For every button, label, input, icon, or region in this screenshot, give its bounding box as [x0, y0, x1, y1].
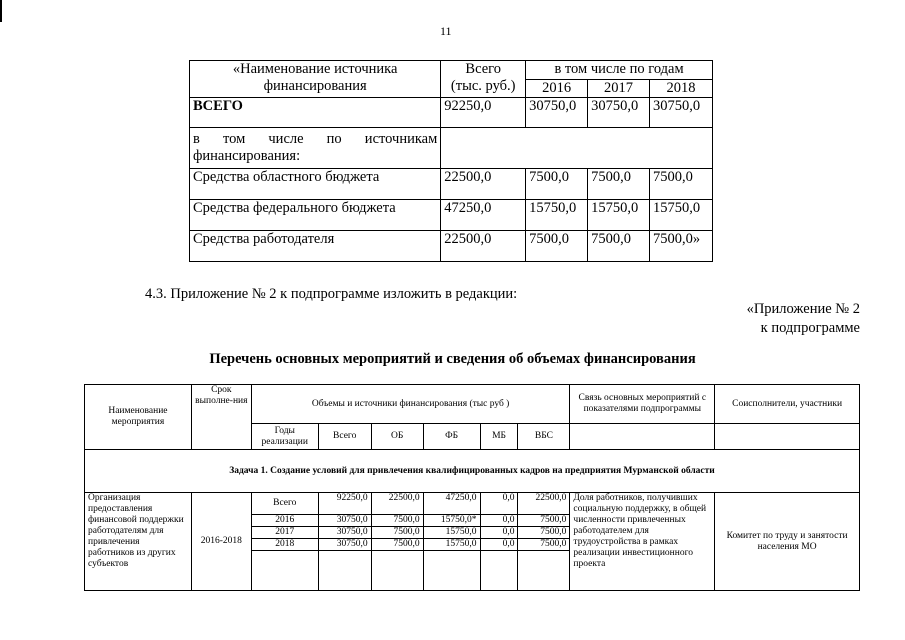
header-years: в том числе по годам — [526, 61, 713, 80]
header-total: Всего — [318, 424, 371, 450]
page-number: 11 — [440, 24, 452, 38]
header-vbs: ВБС — [518, 424, 570, 450]
table-row: в том числе по источникам финансирования: — [190, 128, 713, 169]
header-total: Всего (тыс. руб.) — [441, 61, 526, 98]
table-row: 2017 30750,0 7500,0 15750,0 0,0 7500,0 — [85, 527, 860, 539]
header-year: 2016 — [526, 80, 588, 98]
table-row: Организация предоставления финансовой поддержки работодателям для привлечения работников из других субъектов 2016-2018 Всего 92250,0 22500,0 47250,0 0,0 22500,0 Доля работников, получивших социальную поддержку, в общей численности привлеченных работодателем для трудоустройства в рамках реализации инвестиционного проекта Комитет по труду и занятости населения МО — [85, 493, 860, 515]
task-row: Задача 1. Создание условий для привлечения квалифицированных кадров на предприятия Мурманской области — [85, 450, 860, 493]
indicator-link: Доля работников, получивших социальную поддержку, в общей численности привлеченных работодателем для трудоустройства в рамках реализации инвестиционного проекта — [570, 493, 715, 591]
page-edge-mark — [0, 0, 2, 22]
amendment-paragraph: 4.3. Приложение № 2 к подпрограмме изложить в редакции: — [145, 286, 518, 302]
table-row: 2018 30750,0 7500,0 15750,0 0,0 7500,0 — [85, 539, 860, 551]
table-row: Средства работодателя 22500,0 7500,0 7500,0 7500,0» — [190, 231, 713, 262]
header-years-realization: Годы реализации — [251, 424, 318, 450]
header-year: 2018 — [650, 80, 713, 98]
financing-sources-table — [189, 60, 713, 262]
section-heading: Перечень основных мероприятий и сведения об объемах финансирования — [209, 351, 696, 367]
activity-name: Организация предоставления финансовой поддержки работодателям для привлечения работников из других субъектов — [85, 493, 192, 591]
table-row: Средства федерального бюджета 47250,0 15750,0 15750,0 15750,0 — [190, 200, 713, 231]
activity-period: 2016-2018 — [191, 493, 251, 591]
appendix-reference: «Приложение № 2 к подпрограмме — [746, 301, 860, 336]
header-partners: Соисполнители, участники — [715, 385, 860, 424]
header-fb: ФБ — [423, 424, 480, 450]
header-mb: МБ — [480, 424, 518, 450]
sources-label: в том числе по источникам — [193, 131, 438, 147]
header-link: Связь основных мероприятий с показателями подпрограммы — [570, 385, 715, 424]
co-executor: Комитет по труду и занятости населения МО — [715, 493, 860, 591]
table-row: 2016 30750,0 7500,0 15750,0* 0,0 7500,0 — [85, 515, 860, 527]
header-year: 2017 — [588, 80, 650, 98]
table-row: ВСЕГО 92250,0 30750,0 30750,0 30750,0 — [190, 98, 713, 128]
header-ob: ОБ — [371, 424, 423, 450]
table-row: Средства областного бюджета 22500,0 7500,0 7500,0 7500,0 — [190, 169, 713, 200]
header-term: Срок выполне-ния — [191, 385, 251, 450]
header-source: «Наименование источника финансирования — [190, 61, 441, 98]
header-activity-name: Наименование мероприятия — [85, 385, 192, 450]
activities-table — [84, 384, 860, 591]
header-volumes: Объемы и источники финансирования (тыс руб ) — [251, 385, 570, 424]
